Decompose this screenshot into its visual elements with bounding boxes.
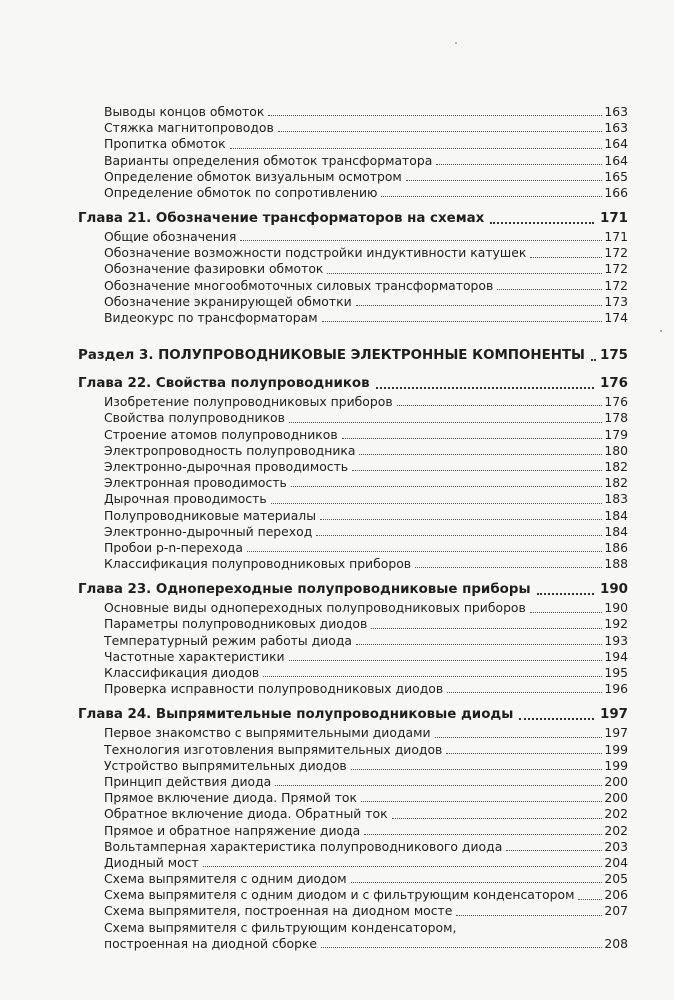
dot-leader <box>203 858 603 867</box>
dot-leader <box>275 777 602 786</box>
dot-leader <box>446 745 602 754</box>
toc-entry <box>78 491 628 507</box>
toc-entry <box>78 540 628 556</box>
toc-page-number: 175 <box>600 348 628 364</box>
toc-entry-title: Электронная проводимость <box>104 475 287 491</box>
toc-entry-title: Изобретение полупроводниковых приборов <box>104 394 393 410</box>
toc-entry-title: Раздел 3. ПОЛУПРОВОДНИКОВЫЕ ЭЛЕКТРОННЫЕ КОМПОНЕНТЫ <box>78 348 585 364</box>
toc-page-number: 163 <box>604 120 628 136</box>
toc-entry <box>78 153 628 169</box>
toc-entry-title: Глава 24. Выпрямительные полупроводниковые диоды <box>78 707 514 723</box>
toc-entry <box>78 871 628 887</box>
toc-entry <box>78 262 628 278</box>
toc-entry-title: Первое знакомство с выпрямительными диодами <box>104 725 431 741</box>
toc-entry-title: построенная на диодной сборке <box>104 935 318 951</box>
toc-page-number: 176 <box>604 394 628 410</box>
dot-leader <box>359 446 602 455</box>
dot-leader <box>456 907 602 916</box>
toc-page-number: 206 <box>604 887 628 903</box>
toc-entry-title: Обозначение многообмоточных силовых трансформаторов <box>104 277 494 293</box>
dot-leader <box>415 559 602 568</box>
toc-page-number: 202 <box>604 806 628 822</box>
toc-entry-title: Параметры полупроводниковых диодов <box>104 616 368 632</box>
toc-page-number: 199 <box>604 741 628 757</box>
dot-leader <box>351 761 603 770</box>
toc-entry <box>78 294 628 310</box>
dot-leader <box>376 379 594 389</box>
toc-entry-title: Прямое включение диода. Прямой ток <box>104 790 357 806</box>
toc-entry <box>78 649 628 665</box>
toc-entry-title: Строение атомов полупроводников <box>104 426 338 442</box>
dot-leader <box>278 123 603 132</box>
toc-entry <box>78 633 628 649</box>
dot-leader <box>342 430 603 439</box>
dot-leader <box>327 265 602 274</box>
toc-page-number: 184 <box>604 523 628 539</box>
dot-leader <box>289 414 602 423</box>
toc-entry <box>78 725 628 741</box>
toc-page-number: 204 <box>604 854 628 870</box>
dot-leader <box>316 527 602 536</box>
toc-page-number: 172 <box>604 261 628 277</box>
dot-leader <box>352 462 602 471</box>
toc-entry-title: Варианты определения обмоток трансформатора <box>104 152 433 168</box>
toc-entry-title: Классификация полупроводниковых приборов <box>104 556 412 572</box>
toc-entry-title: Вольтамперная характеристика полупроводникового диода <box>104 838 503 854</box>
toc-page-number: 202 <box>604 822 628 838</box>
toc-entry-title: Видеокурс по трансформаторам <box>104 310 318 326</box>
dot-leader <box>247 543 602 552</box>
toc-entry <box>78 855 628 871</box>
toc-page-number: 182 <box>604 475 628 491</box>
toc-entry <box>78 904 628 920</box>
dot-leader <box>497 281 602 290</box>
toc-entry-title: Обратное включение диода. Обратный ток <box>104 806 388 822</box>
toc-entry <box>78 524 628 540</box>
toc-entry <box>78 278 628 294</box>
toc-page-number: 184 <box>604 507 628 523</box>
toc-entry <box>78 681 628 697</box>
toc-page-number: 193 <box>604 632 628 648</box>
toc-page-number: 190 <box>600 582 628 598</box>
toc-entry-title: Обозначение возможности подстройки индуктивности катушек <box>104 245 527 261</box>
paper-speck <box>455 42 457 44</box>
toc-entry-title: Проверка исправности полупроводниковых диодов <box>104 681 444 697</box>
toc-entry <box>78 887 628 903</box>
toc-page-number: 171 <box>600 211 628 227</box>
toc-page-number: 196 <box>604 681 628 697</box>
toc-entry <box>78 936 628 952</box>
toc-entry-title: Общие обозначения <box>104 229 237 245</box>
toc-chapter-heading <box>78 705 628 725</box>
toc-entry-title: Дырочная проводимость <box>104 491 267 507</box>
toc-entry-title: Обозначение фазировки обмоток <box>104 261 324 277</box>
toc-entry-title: Схема выпрямителя, построенная на диодном мосте <box>104 903 453 919</box>
toc-entry <box>78 459 628 475</box>
toc-entry <box>78 104 628 120</box>
toc-page-number: 163 <box>604 103 628 119</box>
toc-entry-title: Электронно-дырочная проводимость <box>104 458 349 474</box>
toc-entry <box>78 839 628 855</box>
toc-entry <box>78 136 628 152</box>
dot-leader <box>436 156 602 165</box>
dot-leader <box>268 107 602 116</box>
toc-page-number: 199 <box>604 757 628 773</box>
dot-leader <box>591 351 594 361</box>
dot-leader <box>530 604 603 613</box>
toc-entry <box>78 427 628 443</box>
toc-page-number: 172 <box>604 277 628 293</box>
toc-page-number: 207 <box>604 903 628 919</box>
toc-page-number: 178 <box>604 410 628 426</box>
table-of-contents <box>78 104 628 952</box>
toc-entry-title: Выводы концов обмоток <box>104 103 265 119</box>
toc-entry-title: Устройство выпрямительных диодов <box>104 757 347 773</box>
dot-leader <box>406 172 603 181</box>
toc-entry <box>78 758 628 774</box>
toc-entry <box>78 185 628 201</box>
toc-page-number: 180 <box>604 442 628 458</box>
toc-page-number: 203 <box>604 838 628 854</box>
toc-page-number: 171 <box>604 229 628 245</box>
toc-entry-title: Обозначение экранирующей обмотки <box>104 293 352 309</box>
toc-entry <box>78 229 628 245</box>
dot-leader <box>271 495 603 504</box>
toc-page-number: 208 <box>604 935 628 951</box>
toc-entry <box>78 617 628 633</box>
toc-entry <box>78 508 628 524</box>
toc-entry-title-line1: Схема выпрямителя с фильтрующим конденсатором, <box>104 919 457 935</box>
toc-entry-title: Электропроводность полупроводника <box>104 442 356 458</box>
toc-page-number: 174 <box>604 310 628 326</box>
toc-page-number: 190 <box>604 600 628 616</box>
toc-entry <box>78 556 628 572</box>
toc-entry-title: Электронно-дырочный переход <box>104 523 313 539</box>
dot-leader <box>361 793 602 802</box>
toc-entry-title: Принцип действия диода <box>104 773 272 789</box>
toc-page-number: 197 <box>604 725 628 741</box>
toc-entry-title: Классификация диодов <box>104 665 260 681</box>
toc-page-number: 188 <box>604 556 628 572</box>
toc-chapter-heading <box>78 374 628 394</box>
dot-leader <box>322 313 603 322</box>
toc-page-number: 176 <box>600 376 628 392</box>
dot-leader <box>435 729 603 738</box>
toc-page-number: 192 <box>604 616 628 632</box>
dot-leader <box>578 891 602 900</box>
paper-speck <box>660 330 662 332</box>
toc-entry <box>78 742 628 758</box>
toc-section-heading <box>78 346 628 366</box>
toc-entry-title: Глава 23. Однопереходные полупроводниковые приборы <box>78 582 531 598</box>
toc-page-number: 164 <box>604 152 628 168</box>
toc-entry-title: Температурный режим работы диода <box>104 632 352 648</box>
dot-leader <box>356 636 602 645</box>
toc-entry-title: Свойства полупроводников <box>104 410 285 426</box>
toc-entry-title: Пробои p-n-перехода <box>104 539 243 555</box>
toc-entry <box>78 443 628 459</box>
toc-page-number: 195 <box>604 665 628 681</box>
toc-entry <box>78 245 628 261</box>
dot-leader <box>263 668 602 677</box>
toc-entry-title: Технология изготовления выпрямительных диодов <box>104 741 443 757</box>
toc-page-number: 200 <box>604 790 628 806</box>
toc-chapter-heading <box>78 209 628 229</box>
dot-leader <box>291 478 603 487</box>
dot-leader <box>289 652 603 661</box>
toc-entry <box>78 169 628 185</box>
toc-page-number: 173 <box>604 293 628 309</box>
toc-entry-title: Определение обмоток визуальным осмотром <box>104 168 402 184</box>
toc-entry-title: Стяжка магнитопроводов <box>104 120 274 136</box>
toc-page-number: 186 <box>604 539 628 555</box>
dot-leader <box>321 939 602 948</box>
toc-entry <box>78 806 628 822</box>
toc-page-number: 183 <box>604 491 628 507</box>
toc-page-number: 182 <box>604 458 628 474</box>
toc-page-number: 205 <box>604 871 628 887</box>
dot-leader <box>506 842 602 851</box>
dot-leader <box>356 297 603 306</box>
dot-leader <box>320 511 602 520</box>
dot-leader <box>519 710 594 720</box>
dot-leader <box>371 620 602 629</box>
dot-leader <box>392 810 603 819</box>
toc-entry <box>78 410 628 426</box>
dot-leader <box>537 585 594 595</box>
toc-entry-title: Полупроводниковые материалы <box>104 507 317 523</box>
toc-page-number: 172 <box>604 245 628 261</box>
toc-entry <box>78 600 628 616</box>
toc-entry-title: Схема выпрямителя с одним диодом <box>104 871 347 887</box>
toc-entry-title: Частотные характеристики <box>104 648 285 664</box>
toc-entry <box>78 120 628 136</box>
toc-entry-title: Пропитка обмоток <box>104 136 226 152</box>
toc-chapter-heading <box>78 580 628 600</box>
dot-leader <box>530 249 602 258</box>
toc-page-number: 164 <box>604 136 628 152</box>
toc-entry <box>78 823 628 839</box>
toc-entry <box>78 774 628 790</box>
toc-entry <box>78 475 628 491</box>
toc-entry-title: Прямое и обратное напряжение диода <box>104 822 361 838</box>
toc-entry <box>78 790 628 806</box>
dot-leader <box>397 397 603 406</box>
toc-entry <box>78 394 628 410</box>
dot-leader <box>351 874 603 883</box>
toc-entry <box>78 665 628 681</box>
dot-leader <box>240 232 602 241</box>
toc-entry-multiline <box>78 920 628 952</box>
dot-leader <box>230 140 603 149</box>
toc-entry-title: Определение обмоток по сопротивлению <box>104 184 378 200</box>
toc-entry-title: Основные виды однопереходных полупроводниковых приборов <box>104 600 526 616</box>
dot-leader <box>364 826 602 835</box>
dot-leader <box>447 684 602 693</box>
toc-page-number: 194 <box>604 648 628 664</box>
toc-entry-title: Глава 21. Обозначение трансформаторов на схемах <box>78 211 485 227</box>
toc-entry <box>78 310 628 326</box>
toc-page-number: 165 <box>604 168 628 184</box>
toc-page-number: 166 <box>604 184 628 200</box>
dot-leader <box>490 214 594 224</box>
toc-entry-title: Диодный мост <box>104 854 199 870</box>
toc-entry-title: Схема выпрямителя с одним диодом и с фильтрующим конденсатором <box>104 887 575 903</box>
toc-page-number: 179 <box>604 426 628 442</box>
toc-page-number: 200 <box>604 773 628 789</box>
toc-page-number: 197 <box>600 707 628 723</box>
dot-leader <box>381 188 602 197</box>
toc-entry-title: Глава 22. Свойства полупроводников <box>78 376 370 392</box>
